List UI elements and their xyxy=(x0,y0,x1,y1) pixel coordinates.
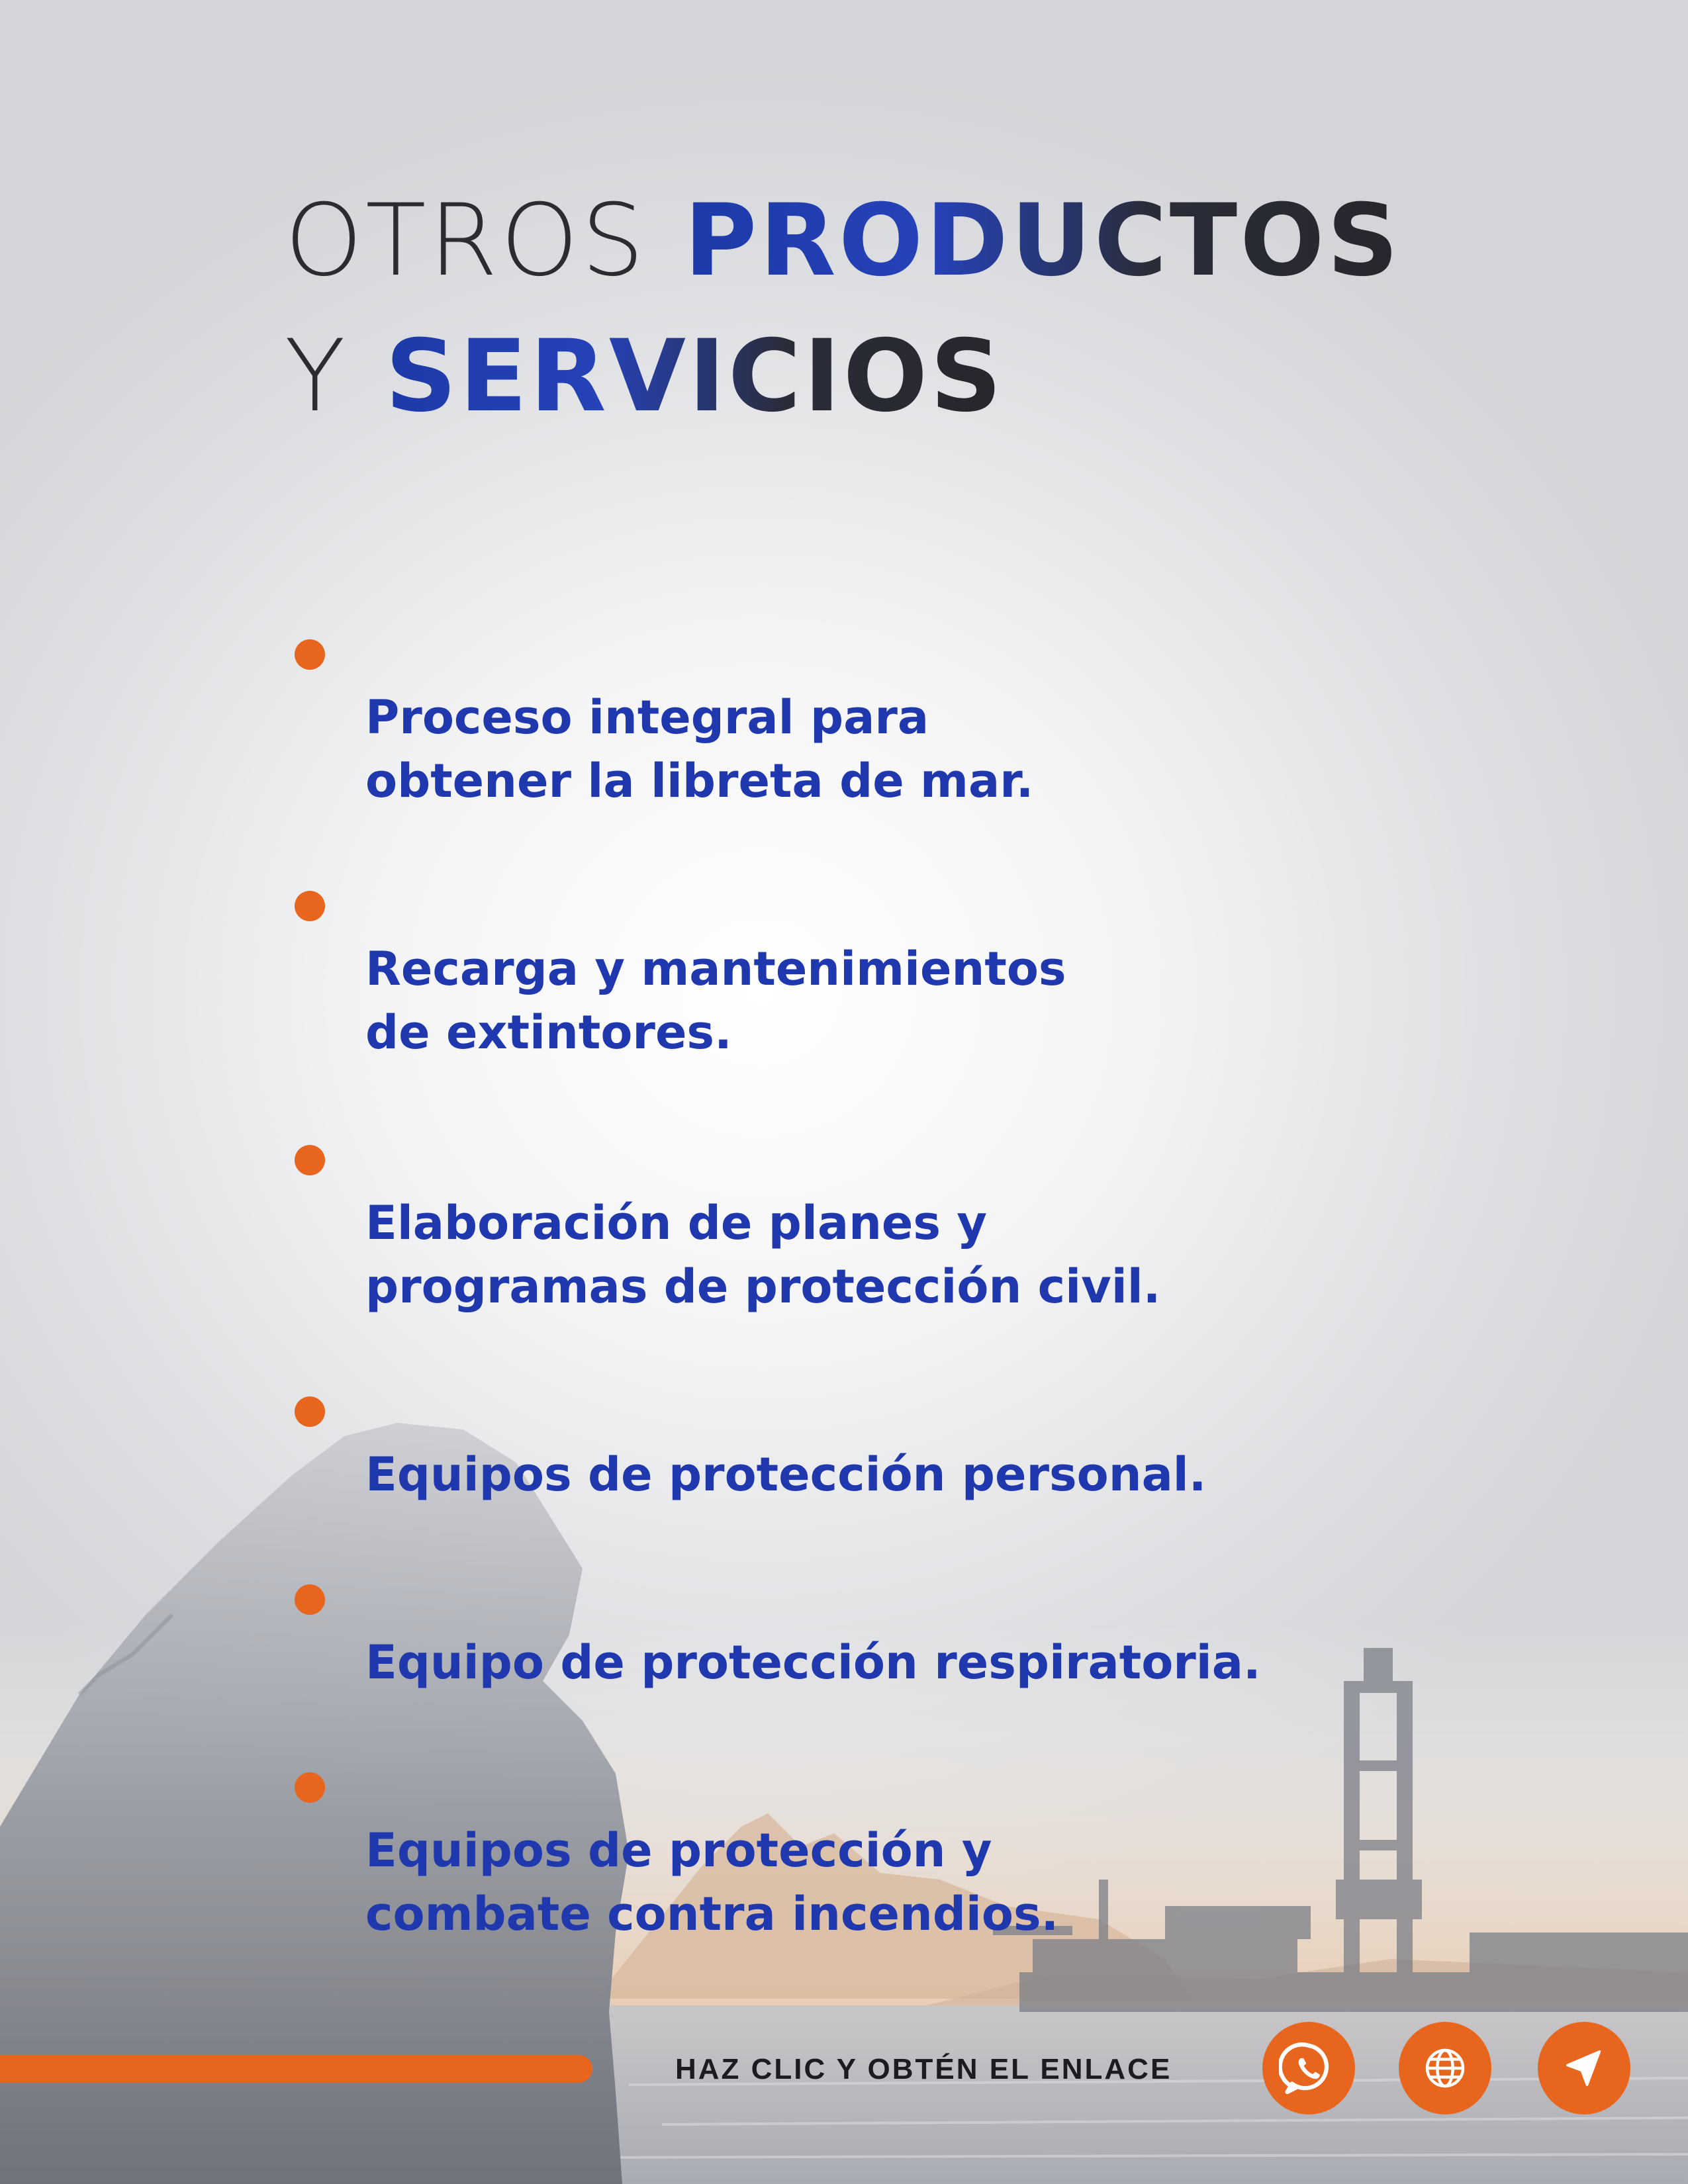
bullet-dot-icon xyxy=(295,1145,325,1175)
title-line-1 xyxy=(285,173,1401,309)
whatsapp-icon xyxy=(1279,2038,1338,2098)
service-text: Proceso integral para obtener la libreta de mar. xyxy=(365,690,1034,808)
whatsapp-button[interactable] xyxy=(1262,2022,1355,2115)
website-button[interactable] xyxy=(1399,2022,1491,2115)
accent-bar xyxy=(0,2055,592,2083)
location-arrow-icon xyxy=(1554,2038,1614,2098)
bullet-dot-icon xyxy=(295,639,325,670)
title-word-productos: PRODUCTOS xyxy=(684,183,1401,298)
title-line-2 xyxy=(285,309,1401,445)
bullet-dot-icon xyxy=(295,1772,325,1803)
title-word-otros: OTROS xyxy=(285,183,647,298)
list-item xyxy=(291,622,1417,813)
bullet-dot-icon xyxy=(295,891,325,921)
list-item xyxy=(291,874,1417,1064)
cta-text: HAZ CLIC Y OBTÉN EL ENLACE xyxy=(675,2053,1172,2085)
title-word-y: Y xyxy=(285,319,348,434)
title-word-servicios: SERVICIOS xyxy=(385,319,1005,434)
bullet-dot-icon xyxy=(295,1584,325,1615)
globe-icon xyxy=(1415,2038,1475,2098)
service-text: Equipos de protección y combate contra incendios. xyxy=(365,1823,1059,1941)
list-item xyxy=(291,1379,1417,1506)
bullet-dot-icon xyxy=(295,1396,325,1427)
service-text: Equipos de protección personal. xyxy=(365,1447,1207,1502)
service-text: Equipo de protección respiratoria. xyxy=(365,1635,1261,1690)
list-item xyxy=(291,1755,1417,1946)
services-list xyxy=(291,622,1417,1946)
list-item xyxy=(291,1128,1417,1318)
list-item xyxy=(291,1567,1417,1694)
page-title xyxy=(285,173,1401,445)
service-text: Recarga y mantenimientos de extintores. xyxy=(365,942,1066,1060)
location-button[interactable] xyxy=(1538,2022,1630,2115)
service-text: Elaboración de planes y programas de protección civil. xyxy=(365,1196,1161,1314)
